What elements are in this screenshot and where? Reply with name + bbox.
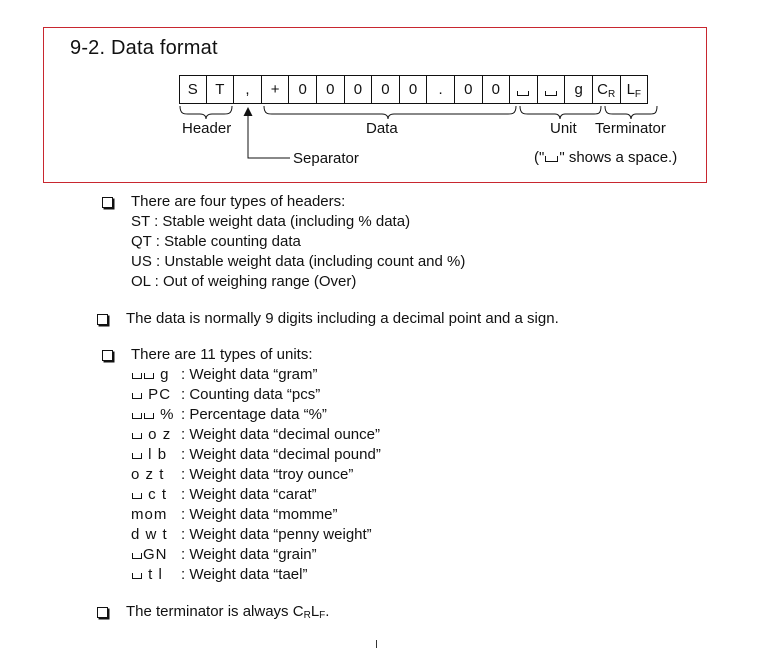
format-cell-char: $L_F$ <box>626 81 642 100</box>
unit-type-item <box>131 445 381 465</box>
format-cell-char: 0 <box>326 81 335 98</box>
unit-code: o z <box>131 425 181 445</box>
checkbox-bullet-icon <box>102 350 113 361</box>
unit-type-item <box>131 425 381 445</box>
header-code: ST <box>131 213 155 230</box>
unit-desc: : Weight data “troy ounce” <box>181 466 354 483</box>
format-cell-char: g <box>574 81 583 98</box>
text-cursor <box>376 640 377 648</box>
space-note-open: (" <box>534 149 545 166</box>
header-code: QT <box>131 233 156 250</box>
header-type-item <box>131 232 465 252</box>
terminator-brace <box>605 106 657 119</box>
checkbox-bullet-icon <box>97 314 108 325</box>
space-symbol-icon <box>132 393 142 399</box>
unit-type-item <box>131 565 381 585</box>
separator-label: Separator <box>293 150 359 167</box>
data-label: Data <box>366 120 398 137</box>
format-cell-char: T <box>215 81 225 98</box>
format-cell-subscript: F <box>634 89 642 100</box>
unit-desc: : Weight data “carat” <box>181 486 317 503</box>
header-label: Header <box>182 120 232 137</box>
format-cell-char: $C_R$ <box>597 81 616 100</box>
digits-note: The data is normally 9 digits including a decimal point and a sign. <box>126 310 559 327</box>
space-symbol-icon <box>132 493 142 499</box>
space-symbol-icon <box>144 373 154 379</box>
unit-type-item <box>131 525 381 545</box>
format-cell-char: 0 <box>464 81 473 98</box>
headers-list <box>131 212 465 292</box>
space-note <box>534 149 677 166</box>
header-type-item <box>131 252 465 272</box>
format-cell-char: , <box>245 81 250 98</box>
headers-block <box>131 192 465 292</box>
unit-type-item <box>131 405 381 425</box>
terminator-note: The terminator is always CRLF. <box>126 603 330 621</box>
unit-type-item <box>131 485 381 505</box>
unit-desc: : Weight data “decimal ounce” <box>181 426 380 443</box>
unit-desc: : Weight data “momme” <box>181 506 338 523</box>
space-symbol-icon <box>132 453 142 459</box>
unit-code: o z t <box>131 466 165 483</box>
format-cell-char: . <box>438 81 443 98</box>
unit-code: % <box>131 405 181 425</box>
units-block <box>131 345 381 585</box>
header-desc: : Out of weighing range (Over) <box>154 273 357 290</box>
unit-desc: : Weight data “grain” <box>181 546 317 563</box>
space-symbol-icon <box>545 156 558 162</box>
unit-code: d w t <box>131 526 168 543</box>
format-cell-char: + <box>270 81 280 98</box>
data-brace <box>264 106 516 119</box>
section-title: 9-2. Data format <box>70 37 218 59</box>
unit-desc: : Percentage data “%” <box>181 406 327 423</box>
separator-arrow <box>244 107 253 116</box>
unit-code: g <box>131 365 181 385</box>
format-cell-char: 0 <box>491 81 500 98</box>
unit-desc: : Weight data “decimal pound” <box>181 446 381 463</box>
unit-type-item <box>131 545 381 565</box>
header-desc: : Stable counting data <box>155 233 301 250</box>
unit-code: c t <box>131 485 181 505</box>
header-brace <box>180 106 232 119</box>
format-cell-char: 0 <box>353 81 363 98</box>
digits-block <box>126 309 559 329</box>
unit-code: l b <box>131 445 181 465</box>
terminator-subscript: F <box>319 610 326 621</box>
space-symbol-icon <box>132 553 142 559</box>
format-cell-char: 0 <box>408 81 418 98</box>
unit-code: t l <box>131 565 181 585</box>
unit-code: PC <box>131 385 181 405</box>
terminator-subscript: R <box>303 610 311 621</box>
unit-code: mom <box>131 506 168 523</box>
unit-type-item <box>131 505 381 525</box>
header-desc: : Stable weight data (including % data) <box>154 213 411 230</box>
unit-desc: : Weight data “gram” <box>181 366 318 383</box>
header-code: OL <box>131 273 155 290</box>
space-symbol-icon <box>132 373 142 379</box>
units-intro: There are 11 types of units: <box>131 346 313 363</box>
unit-desc: : Counting data “pcs” <box>181 386 321 403</box>
header-type-item <box>131 212 465 232</box>
headers-intro: There are four types of headers: <box>131 193 346 210</box>
format-cell-char: S <box>187 81 198 98</box>
space-symbol-icon <box>132 433 142 439</box>
space-symbol-icon <box>144 413 154 419</box>
header-type-item <box>131 272 465 292</box>
unit-type-item <box>131 385 381 405</box>
format-cell-char: 0 <box>381 81 390 98</box>
terminator-label: Terminator <box>595 120 666 137</box>
format-cell-char: 0 <box>298 81 307 98</box>
separator-leader <box>248 110 290 158</box>
header-desc: : Unstable weight data (including count and %) <box>156 253 466 270</box>
unit-label: Unit <box>550 120 577 137</box>
header-code: US <box>131 253 157 270</box>
checkbox-bullet-icon <box>102 197 113 208</box>
space-note-close: " shows a space.) <box>559 149 678 166</box>
unit-code: GN <box>131 545 181 565</box>
unit-type-item <box>131 365 381 385</box>
units-list <box>131 365 381 585</box>
terminator-block <box>126 602 329 626</box>
unit-brace <box>520 106 601 119</box>
unit-desc: : Weight data “penny weight” <box>181 526 372 543</box>
space-symbol-icon <box>132 413 142 419</box>
unit-type-item <box>131 465 381 485</box>
format-cell-subscript: R <box>608 89 616 100</box>
space-symbol-icon <box>132 573 142 579</box>
unit-desc: : Weight data “tael” <box>181 566 308 583</box>
checkbox-bullet-icon <box>97 607 108 618</box>
